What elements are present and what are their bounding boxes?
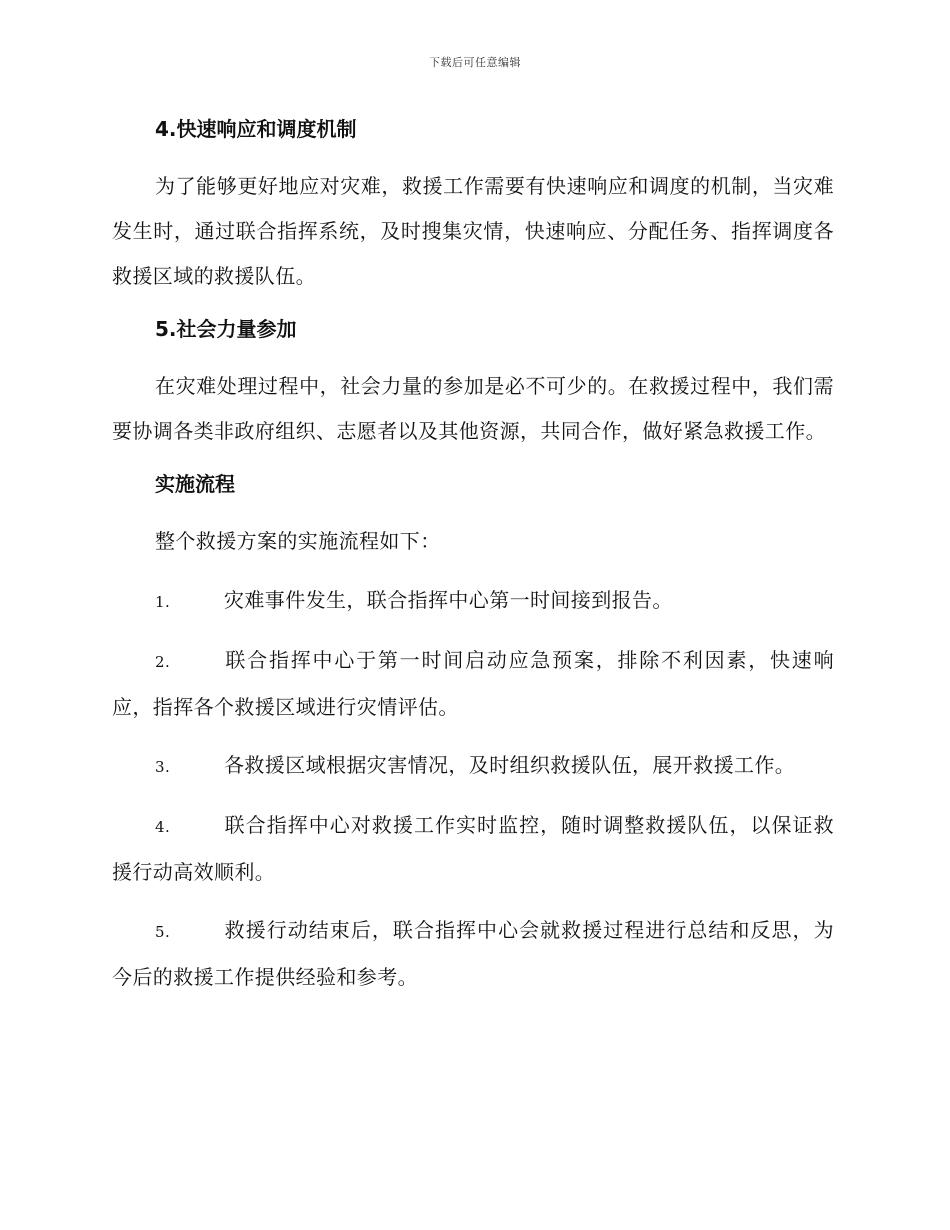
section-heading-social-participation: 5.社会力量参加 (155, 317, 297, 341)
list-item-text: 联合指挥中心于第一时间启动应急预案，排除不利因素，快速响应，指挥各个救援区域进行灾情评估。 (112, 648, 834, 719)
list-item (112, 908, 834, 1000)
list-item-text: 各救援区域根据灾害情况，及时组织救援队伍，展开救援工作。 (224, 753, 796, 777)
list-item-text: 救援行动结束后，联合指挥中心会就救援过程进行总结和反思，为今后的救援工作提供经验和参考。 (112, 918, 834, 989)
list-item (112, 743, 834, 790)
list-item-number: 5. (155, 923, 171, 941)
list-item (112, 803, 834, 895)
section-paragraph-implementation: 整个救援方案的实施流程如下： (155, 529, 441, 553)
section-paragraph-response-mechanism: 为了能够更好地应对灾难，救援工作需要有快速响应和调度的机制，当灾难发生时，通过联合指挥系统，及时搜集灾情，快速响应、分配任务、指挥调度各救援区域的救援队伍。 (112, 174, 834, 288)
list-item (112, 578, 834, 625)
section-paragraph-social-participation: 在灾难处理过程中，社会力量的参加是必不可少的。在救援过程中，我们需要协调各类非政府组织、志愿者以及其他资源，共同合作，做好紧急救援工作。 (112, 374, 834, 443)
section-heading-implementation: 实施流程 (155, 472, 235, 496)
list-item-number: 1. (155, 593, 171, 611)
page-header-note: 下载后可任意编辑 (429, 56, 521, 69)
list-item (112, 638, 834, 730)
section-heading-response-mechanism: 4.快速响应和调度机制 (155, 117, 357, 141)
list-item-number: 2. (155, 653, 171, 671)
list-item-number: 3. (155, 758, 171, 776)
list-item-text: 联合指挥中心对救援工作实时监控，随时调整救援队伍，以保证救援行动高效顺利。 (112, 813, 834, 884)
document-body (112, 113, 834, 1013)
list-item-number: 4. (155, 818, 171, 836)
list-item-text: 灾难事件发生，联合指挥中心第一时间接到报告。 (224, 588, 673, 612)
